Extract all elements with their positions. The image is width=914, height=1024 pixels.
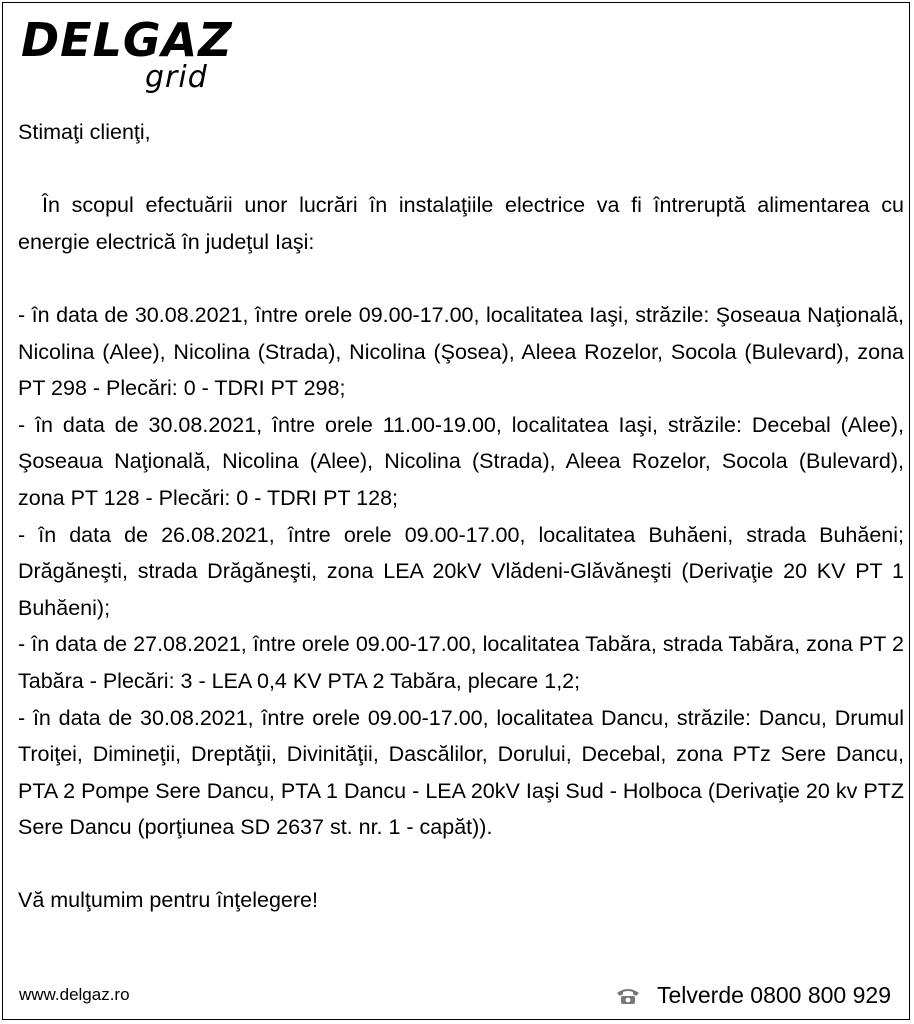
notice-frame: [2, 2, 910, 1020]
notice-body: [18, 114, 904, 919]
intro-paragraph: În scopul efectuării unor lucrări în instalaţiile electrice va fi întreruptă alimentarea cu energie electrică în judeţul Iaşi:: [18, 193, 904, 254]
outage-item-5: - în data de 30.08.2021, între orele 09.00-17.00, localitatea Dancu, străzile: Dancu, Drumul Troiţei, Dimineţii, Dreptăţii, Divinităţii, Dascălilor, Dorului, Decebal, zona PTz Sere Dancu, PTA 2 Pompe Sere Dancu, PTA 1 Dancu - LEA 20kV Iaşi Sud - Holboca (Derivaţie 20 kv PTZ Sere Dancu (porţiunea SD 2637 st. nr. 1 - capăt)).: [18, 705, 904, 840]
greeting: Stimaţi clienţi,: [18, 120, 151, 144]
outage-item-2: - în data de 30.08.2021, între orele 11.00-19.00, localitatea Iaşi, străzile: Decebal (Alee), Şoseaua Naţională, Nicolina (Alee), Nicolina (Strada), Aleea Rozelor, Socola (Bulevard), zona PT 128 - Plecări: 0 - TDRI PT 128;: [18, 412, 904, 510]
phone-contact: [615, 982, 891, 1009]
logo-sub-text: grid: [145, 60, 208, 95]
outage-item-4: - în data de 27.08.2021, între orele 09.00-17.00, localitatea Tabăra, strada Tabăra, zona PT 2 Tabăra - Plecări: 3 - LEA 0,4 KV PTA 2 Tabăra, plecare 1,2;: [18, 632, 904, 693]
phone-number: Telverde 0800 800 929: [656, 982, 891, 1008]
telephone-icon: [615, 986, 641, 1006]
delgaz-grid-logo: [21, 13, 241, 99]
outage-item-3: - în data de 26.08.2021, între orele 09.00-17.00, localitatea Buhăeni, strada Buhăeni; Drăgăneşti, strada Drăgăneşti, zona LEA 20kV Vlădeni-Glăvăneşti (Derivaţie 20 KV PT 1 Buhăeni);: [18, 522, 904, 620]
closing-text: Vă mulţumim pentru înţelegere!: [18, 888, 318, 913]
outage-item-1: - în data de 30.08.2021, între orele 09.00-17.00, localitatea Iaşi, străzile: Şoseaua Naţională, Nicolina (Alee), Nicolina (Strada), Nicolina (Şosea), Aleea Rozelor, Socola (Bulevard), zona PT 298 - Plecări: 0 - TDRI PT 298;: [18, 302, 904, 401]
website-link[interactable]: www.delgaz.ro: [19, 985, 130, 1004]
logo-main-text: DELGAZ: [21, 13, 233, 67]
